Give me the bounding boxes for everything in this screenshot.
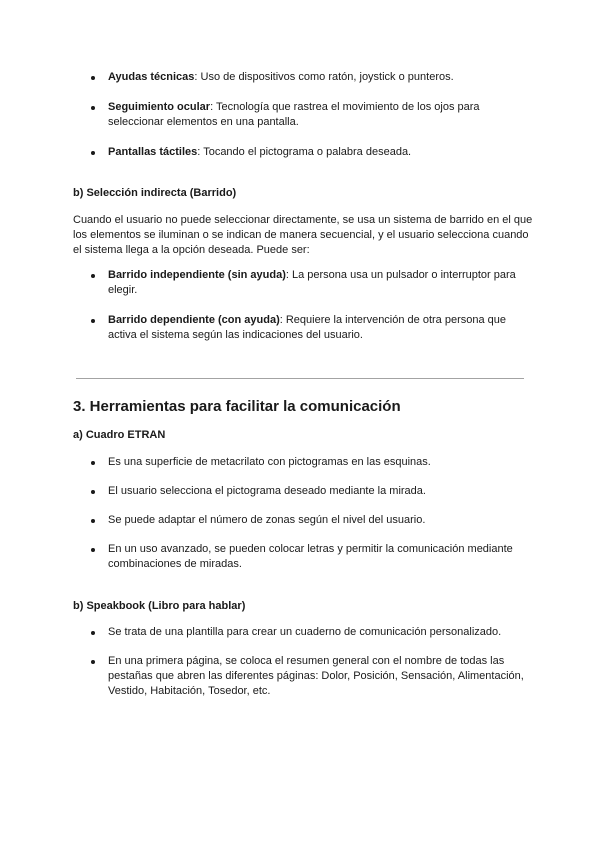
list-item-text: : Uso de dispositivos como ratón, joystick o punteros. xyxy=(194,71,454,83)
bullet-icon xyxy=(91,76,95,80)
section-title: 3. Herramientas para facilitar la comunicación xyxy=(73,398,401,415)
list-item-text: : Requiere la intervención de otra persona que activa el sistema según las indicaciones del usuario. xyxy=(108,314,507,341)
list-item-text: : Tocando el pictograma o palabra deseada. xyxy=(197,146,412,158)
list-item-pantallas-tactiles xyxy=(108,145,528,160)
subheading-cuadro-etran: a) Cuadro ETRAN xyxy=(73,429,166,441)
subheading-seleccion-indirecta: b) Selección indirecta (Barrido) xyxy=(73,187,237,199)
bullet-icon xyxy=(91,106,95,110)
bullet-icon xyxy=(91,490,95,494)
bullet-icon xyxy=(91,660,95,664)
list-item-barrido-independiente xyxy=(108,268,528,298)
list-item-text: El usuario selecciona el pictograma deseado mediante la mirada. xyxy=(108,485,426,497)
bullet-icon xyxy=(91,548,95,552)
list-item-text: : La persona usa un pulsador o interruptor para elegir. xyxy=(108,269,516,296)
list-item xyxy=(108,542,528,572)
list-item-term: Pantallas táctiles xyxy=(108,146,198,158)
list-item-barrido-dependiente xyxy=(108,313,528,343)
list-item xyxy=(108,455,528,470)
bullet-icon xyxy=(91,519,95,523)
list-item-term: Seguimiento ocular xyxy=(108,101,211,113)
list-item-text: En un uso avanzado, se pueden colocar letras y permitir la comunicación mediante combinaciones de miradas. xyxy=(108,543,513,570)
list-item-text: Es una superficie de metacrilato con pictogramas en las esquinas. xyxy=(108,456,431,468)
list-item-seguimiento-ocular xyxy=(108,100,528,130)
bullet-icon xyxy=(91,631,95,635)
list-item-text: : Tecnología que rastrea el movimiento de los ojos para seleccionar elementos en una pantalla. xyxy=(108,101,480,128)
list-item xyxy=(108,484,528,499)
list-item-ayudas-tecnicas xyxy=(108,70,528,85)
list-item-term: Barrido independiente (sin ayuda) xyxy=(108,269,286,281)
list-item-term: Ayudas técnicas xyxy=(108,71,195,83)
bullet-icon xyxy=(91,274,95,278)
section-divider xyxy=(76,378,524,379)
bullet-icon xyxy=(91,461,95,465)
list-item xyxy=(108,513,528,528)
list-item xyxy=(108,625,528,640)
bullet-icon xyxy=(91,319,95,323)
list-item-term: Barrido dependiente (con ayuda) xyxy=(108,314,280,326)
list-item-text: Se trata de una plantilla para crear un cuaderno de comunicación personalizado. xyxy=(108,626,502,638)
paragraph-barrido: Cuando el usuario no puede seleccionar directamente, se usa un sistema de barrido en el que los elementos se iluminan o se indican de manera secuencial, y el usuario selecciona cuando el sistema llega a la opción deseada. Puede ser: xyxy=(73,214,533,256)
bullet-icon xyxy=(91,151,95,155)
list-item-text: En una primera página, se coloca el resumen general con el nombre de todas las pestañas que abren las diferentes páginas: Dolor, Posición, Sensación, Alimentación, Vestido, Habitación, Tosedor, etc. xyxy=(108,655,524,697)
list-item xyxy=(108,654,528,699)
list-item-text: Se puede adaptar el número de zonas según el nivel del usuario. xyxy=(108,514,426,526)
subheading-speakbook: b) Speakbook (Libro para hablar) xyxy=(73,600,246,612)
